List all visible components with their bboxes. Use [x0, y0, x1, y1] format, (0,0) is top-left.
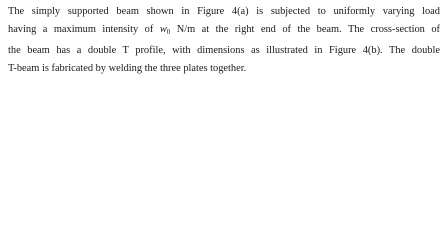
line-2-text-before: having a maximum intensity of [8, 24, 160, 36]
load-intensity-variable: w [159, 24, 167, 36]
line-2-text-after: N/m at the right end of the beam. The cross-section of [170, 24, 440, 36]
paragraph-line-1: The simply supported beam shown in Figure 4(a) is subjected to uniformly varying load [8, 6, 440, 17]
paragraph-line-4: T-beam is fabricated by welding the three plates together. [8, 63, 247, 75]
load-intensity-subscript: 0 [166, 28, 171, 37]
paragraph-line-3: the beam has a double T profile, with dimensions as illustrated in Figure 4(b). The double [8, 44, 440, 56]
problem-paragraph [8, 3, 440, 79]
paragraph-line-2 [8, 21, 440, 41]
document-page [0, 0, 445, 84]
